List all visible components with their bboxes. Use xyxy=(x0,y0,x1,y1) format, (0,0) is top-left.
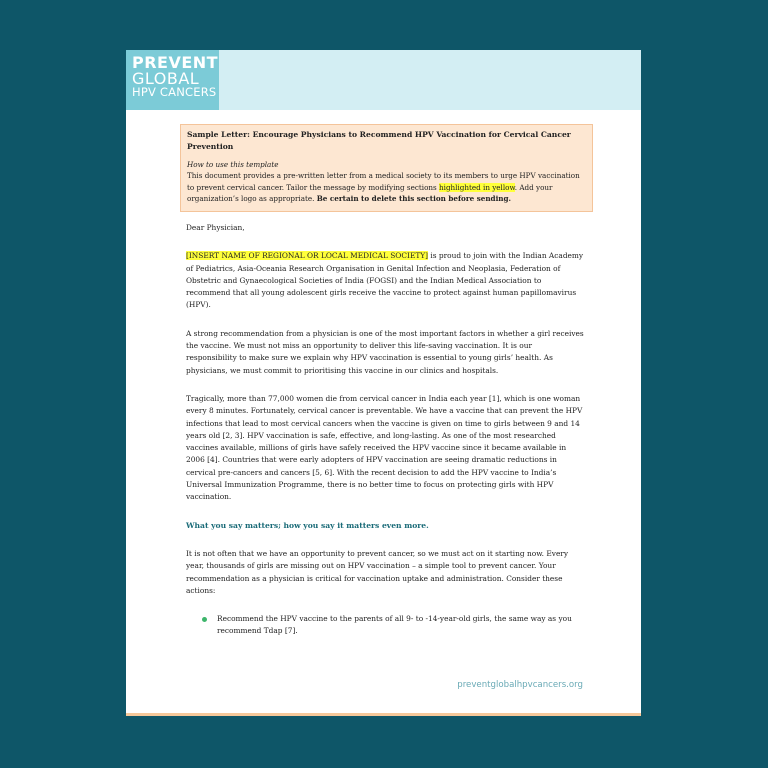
how-to-label: How to use this template xyxy=(187,160,279,169)
bullet-text: Recommend the HPV vaccine to the parents of all 9- to -14-year-old girls, the same way as you recommend Tdap [7]. xyxy=(217,614,572,636)
instructions-title: Sample Letter: Encourage Physicians to Recommend HPV Vaccination for Cervical Cancer Prevention xyxy=(187,130,571,151)
letter-paragraph-1-text: is proud to join with the Indian Academy of Pediatrics, Asia-Oceania Research Organisation in Genital Infection and Neoplasia, Federation of Obstetric and Gynaecological Societies of India (FOGSI) and the Indian Medical Association to recommend that all young adolescent girls receive the vaccine to protect against human papillomavirus (HPV). xyxy=(186,251,584,310)
logo-line-2: GLOBAL xyxy=(132,69,200,88)
list-item xyxy=(202,613,584,638)
society-name-placeholder: [INSERT NAME OF REGIONAL OR LOCAL MEDICAL SOCIETY] xyxy=(186,251,429,261)
instructions-warning: Be certain to delete this section before sending. xyxy=(316,194,512,204)
instructions-text-start: This document provides a pre-written letter from a medical society to its members to urge HPV vaccination to prevent cervical cancer. Tailor the message by modifying sections xyxy=(187,171,580,192)
bullet-icon xyxy=(202,617,207,622)
instructions-box xyxy=(180,124,593,212)
instructions-text xyxy=(187,170,587,204)
letter-paragraph-2: A strong recommendation from a physician is one of the most important factors in whether a girl receives the vaccine. We must not miss an opportunity to deliver this life-saving vaccination. It is our responsibility to make sure we explain why HPV vaccination is essential to young girls’ health. As physicians, we must commit to prioritising this vaccine in our clinics and hospitals. xyxy=(186,328,584,375)
letter-paragraph-3: Tragically, more than 77,000 women die from cervical cancer in India each year [1], which is one woman every 8 minutes. Fortunately, cervical cancer is preventable. We have a vaccine that can prevent the HPV infections that lead to most cervical cancers when the vaccine is given on time to girls between 9 and 14 years old [2, 3]. HPV vaccination is safe, effective, and long-lasting. As one of the most researched vaccines available, millions of girls have safely received the HPV vaccine since it became available in 2006 [4]. Countries that were early adopters of HPV vaccination are seeing dramatic reductions in cervical pre-cancers and cancers [5, 6]. With the recent decision to add the HPV vaccine to India’s Universal Immunization Programme, there is no better time to focus on protecting girls with HPV vaccination. xyxy=(186,393,583,502)
instructions-text-middle: . Add your organization’s logo as appropriate. xyxy=(187,182,553,204)
letter-subheading: What you say matters; how you say it matters even more. xyxy=(186,520,429,530)
instructions-highlight: highlighted in yellow xyxy=(439,182,515,192)
letter-body xyxy=(186,222,584,638)
header-band xyxy=(126,50,641,110)
logo-line-1: PREVENT xyxy=(132,53,219,72)
letter-greeting: Dear Physician, xyxy=(186,223,245,232)
logo-line-3: HPV CANCERS xyxy=(132,85,217,99)
letter-paragraph-1 xyxy=(186,250,584,311)
prevent-global-hpv-cancers-logo xyxy=(126,50,219,110)
letter-paragraph-4: It is not often that we have an opportunity to prevent cancer, so we must act on it starting now. Every year, thousands of girls are missing out on HPV vaccination – a simple tool to prevent cancer. Your recommendation as a physician is critical for vaccination uptake and administration. Consider these actions: xyxy=(186,548,569,595)
footer-website-link[interactable]: preventglobalhpvcancers.org xyxy=(457,680,583,690)
document-page xyxy=(126,50,641,716)
